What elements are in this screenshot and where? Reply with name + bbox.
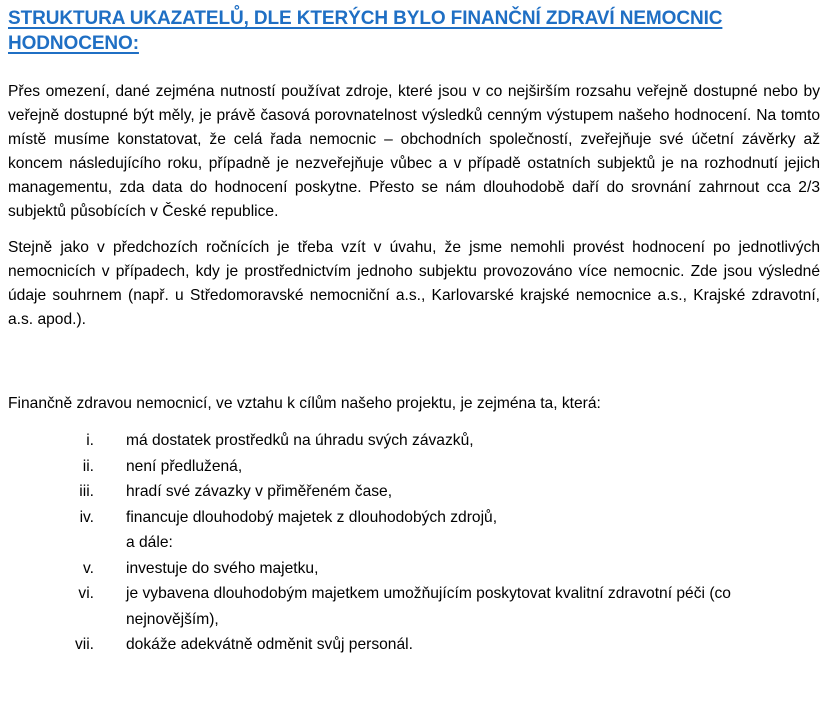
list-item-number bbox=[8, 530, 126, 556]
paragraph-multiple-hospitals: Stejně jako v předchozích ročnících je třeba vzít v úvahu, že jsme nemohli provést hodnocení po jednotlivých nemocnicích v případech, kdy je prostřednictvím jednoho subjektu provozováno více nemocnic. Zde jsou výsledné údaje souhrnem (např. u Středomoravské nemocniční a.s., Karlovarské krajské nemocnice a.s., Krajské zdravotní, a.s. apod.). bbox=[8, 239, 820, 328]
list-item-text: hradí své závazky v přiměřeném čase, bbox=[126, 483, 393, 500]
document-page bbox=[8, 6, 820, 658]
list-item-number: vi. bbox=[78, 585, 94, 602]
list-item-text: financuje dlouhodobý majetek z dlouhodobých zdrojů, bbox=[126, 508, 498, 526]
list-item-text: má dostatek prostředků na úhradu svých závazků, bbox=[126, 432, 474, 449]
list-item bbox=[8, 505, 820, 531]
list-item-text: je vybavena dlouhodobým majetkem umožňujícím poskytovat kvalitní zdravotní péči (co nejnovějším), bbox=[126, 585, 731, 628]
list-item-number: v. bbox=[83, 559, 94, 577]
list-item bbox=[8, 454, 820, 480]
list-item-text: investuje do svého majetku, bbox=[126, 559, 319, 577]
list-item bbox=[8, 530, 820, 556]
list-item-number: iv. bbox=[79, 508, 94, 526]
list-item-number: iii. bbox=[79, 483, 94, 500]
list-item-number: vii. bbox=[74, 636, 94, 653]
list-item-number: i. bbox=[86, 432, 94, 449]
list-item bbox=[8, 632, 820, 658]
paragraph-definition-intro: Finančně zdravou nemocnicí, ve vztahu k cílům našeho projektu, je zejména ta, která: bbox=[8, 395, 601, 412]
list-item bbox=[8, 479, 820, 505]
paragraph-data-sources: Přes omezení, dané zejména nutností používat zdroje, které jsou v co nejširším rozsahu veřejně dostupné nebo by veřejně dostupné být měly, je právě časová porovnatelnost výsledků cenným výstupem našeho hodnocení. Na tomto místě musíme konstatovat, že celá řada nemocnic – obchodních společností, zveřejňuje své účetní závěrky až koncem následujícího roku, případně je nezveřejňuje vůbec a v případě ostatních subjektů je na rozhodnutí jejich managementu, zda data do hodnocení poskytne. Přesto se nám dlouhodobě daří do srovnání zahrnout cca 2/3 subjektů působících v České republice. bbox=[8, 83, 820, 220]
list-item-text: není předlužená, bbox=[126, 457, 243, 475]
list-item-number: ii. bbox=[82, 457, 94, 475]
criteria-list bbox=[8, 428, 820, 658]
list-item-text: dokáže adekvátně odměnit svůj personál. bbox=[126, 636, 413, 653]
list-item bbox=[8, 428, 820, 454]
list-item bbox=[8, 581, 820, 632]
list-item bbox=[8, 556, 820, 582]
section-heading: STRUKTURA UKAZATELŮ, DLE KTERÝCH BYLO FINANČNÍ ZDRAVÍ NEMOCNIC HODNOCENO: bbox=[8, 8, 723, 54]
list-item-text: a dále: bbox=[126, 534, 173, 551]
